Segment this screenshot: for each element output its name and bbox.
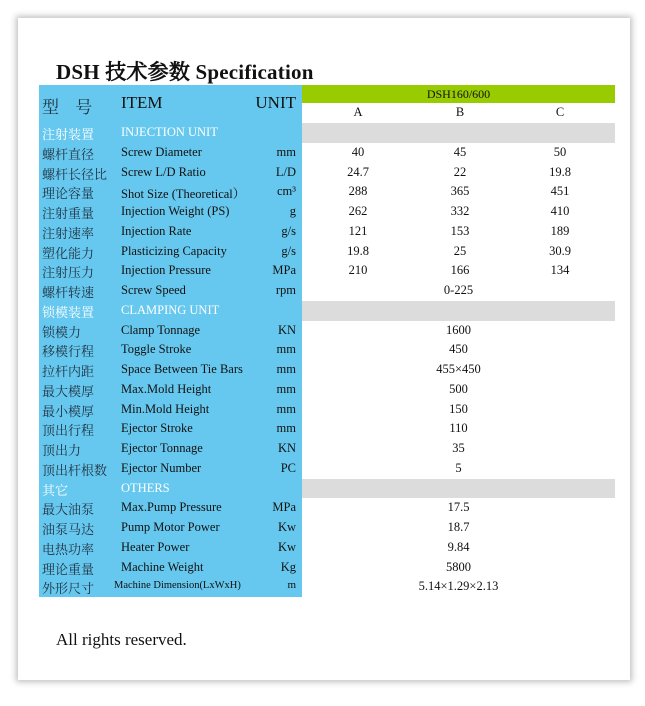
row-zh: 螺杆长径比 xyxy=(42,166,108,182)
row-en: Min.Mold Height xyxy=(121,401,210,416)
value-c: 134 xyxy=(550,263,570,278)
value-span: 17.5 xyxy=(447,500,470,515)
table-row xyxy=(39,242,302,262)
value-b: 166 xyxy=(450,263,470,278)
col-a: A xyxy=(353,105,363,119)
value-row xyxy=(302,281,615,301)
table-row xyxy=(39,202,302,222)
value-a: 19.8 xyxy=(347,243,369,258)
row-zh: 顶出行程 xyxy=(42,423,95,439)
value-row xyxy=(302,340,615,360)
row-zh: 注射速率 xyxy=(42,225,95,241)
row-unit: Kw xyxy=(277,520,296,534)
value-span: 5800 xyxy=(446,559,471,574)
table-row xyxy=(39,281,302,301)
col-c: C xyxy=(555,105,565,119)
value-row xyxy=(302,242,615,262)
row-zh: 最大模厚 xyxy=(42,383,95,399)
value-b: 332 xyxy=(450,204,470,218)
row-en: Screw Speed xyxy=(121,283,186,297)
table-row xyxy=(39,163,302,183)
row-unit: KN xyxy=(277,322,296,337)
value-span: 5.14×1.29×2.13 xyxy=(418,579,499,594)
value-row xyxy=(302,538,615,558)
section-band xyxy=(302,301,615,321)
value-row xyxy=(302,558,615,578)
table-row xyxy=(39,538,302,558)
row-en: Injection Weight (PS) xyxy=(121,204,230,218)
table-row xyxy=(39,419,302,439)
row-zh: 注射重量 xyxy=(42,206,95,221)
row-en: Clamp Tonnage xyxy=(121,322,201,337)
label-column xyxy=(39,85,302,597)
row-en: Injection Pressure xyxy=(121,263,211,278)
row-unit: cm³ xyxy=(276,184,296,199)
table-row xyxy=(39,222,302,242)
row-unit: m xyxy=(287,579,296,592)
row-unit: mm xyxy=(276,401,296,416)
section-en: INJECTION UNIT xyxy=(121,125,218,139)
row-zh: 电热功率 xyxy=(42,541,95,557)
row-zh: 顶出杆根数 xyxy=(42,462,108,478)
row-en: Shot Size (Theoretical） xyxy=(121,187,246,202)
row-en: Ejector Tonnage xyxy=(121,441,203,455)
header-item: ITEM xyxy=(121,93,163,112)
row-zh: 注射压力 xyxy=(42,265,95,281)
value-c: 30.9 xyxy=(549,243,571,258)
row-unit: mm xyxy=(276,381,296,396)
section-injection xyxy=(39,123,302,143)
value-span: 110 xyxy=(449,421,468,436)
row-unit: mm xyxy=(276,144,296,159)
header-unit: UNIT xyxy=(255,93,296,112)
row-en: Max.Mold Height xyxy=(121,381,212,396)
table-row xyxy=(39,518,302,538)
value-row xyxy=(302,577,615,597)
table-row xyxy=(39,261,302,281)
value-row xyxy=(302,163,615,183)
row-unit: MPa xyxy=(272,263,296,278)
value-span: 500 xyxy=(449,381,468,396)
row-en: Max.Pump Pressure xyxy=(121,500,222,515)
section-zh: 注射装置 xyxy=(42,127,95,142)
row-unit: PC xyxy=(280,460,296,475)
value-row xyxy=(302,380,615,400)
row-unit: rpm xyxy=(275,283,296,297)
value-span: 9.84 xyxy=(447,539,470,554)
value-c: 50 xyxy=(553,144,567,159)
value-span: 0-225 xyxy=(443,283,474,297)
row-unit: Kw xyxy=(277,539,296,554)
value-span: 1600 xyxy=(446,322,471,337)
header-zh: 型 号 xyxy=(42,98,99,117)
row-zh: 拉杆内距 xyxy=(42,364,95,379)
table-row xyxy=(39,558,302,578)
row-unit: g xyxy=(289,204,296,218)
value-b: 22 xyxy=(453,164,467,179)
row-unit: KN xyxy=(277,441,296,455)
table-row xyxy=(39,182,302,202)
value-column xyxy=(302,85,615,597)
row-zh: 最小模厚 xyxy=(42,403,95,419)
row-zh: 油泵马达 xyxy=(42,522,95,537)
value-row xyxy=(302,143,615,163)
value-row xyxy=(302,182,615,202)
row-zh: 理论重量 xyxy=(42,561,95,577)
value-b: 45 xyxy=(453,144,467,159)
value-c: 19.8 xyxy=(549,164,571,179)
row-en: Screw Diameter xyxy=(121,144,202,159)
row-en: Ejector Stroke xyxy=(121,421,193,436)
value-row xyxy=(302,261,615,281)
row-unit: Kg xyxy=(280,559,296,574)
value-row xyxy=(302,360,615,380)
model-header: DSH160/600 xyxy=(302,85,615,103)
table-row xyxy=(39,459,302,479)
row-en: Heater Power xyxy=(121,539,190,554)
section-en: CLAMPING UNIT xyxy=(121,302,220,317)
value-row xyxy=(302,498,615,518)
section-others xyxy=(39,479,302,499)
row-zh: 塑化能力 xyxy=(42,245,95,261)
header-row xyxy=(39,85,302,123)
row-zh: 螺杆转速 xyxy=(42,285,95,300)
value-b: 153 xyxy=(450,223,470,238)
table-row xyxy=(39,321,302,341)
page-title: DSH 技术参数 Specification xyxy=(56,60,314,84)
row-zh: 理论容量 xyxy=(42,186,95,202)
table-row xyxy=(39,360,302,380)
row-zh: 外形尺寸 xyxy=(42,581,95,597)
value-span: 450 xyxy=(449,342,468,357)
row-en: Ejector Number xyxy=(121,460,202,475)
table-row xyxy=(39,143,302,163)
table-row xyxy=(39,498,302,518)
value-b: 365 xyxy=(450,184,470,199)
row-en: Machine Weight xyxy=(121,559,204,574)
value-a: 24.7 xyxy=(347,164,369,179)
row-unit: g/s xyxy=(281,243,296,258)
value-row xyxy=(302,419,615,439)
value-b: 25 xyxy=(453,243,467,258)
table-row xyxy=(39,439,302,459)
section-zh: 其它 xyxy=(42,482,69,498)
section-band xyxy=(302,479,615,499)
section-clamping xyxy=(39,301,302,321)
row-zh: 螺杆直径 xyxy=(42,146,95,162)
row-en: Screw L/D Ratio xyxy=(121,164,206,179)
value-a: 40 xyxy=(351,144,365,159)
col-b: B xyxy=(455,105,465,119)
value-span: 35 xyxy=(452,441,465,455)
value-c: 189 xyxy=(550,223,570,238)
row-zh: 顶出力 xyxy=(42,443,82,458)
value-a: 288 xyxy=(348,184,368,199)
value-c: 410 xyxy=(550,204,570,218)
row-en: Space Between Tie Bars xyxy=(121,362,243,376)
table-row xyxy=(39,400,302,420)
value-span: 5 xyxy=(455,460,462,475)
value-c: 451 xyxy=(550,184,570,199)
row-zh: 移模行程 xyxy=(42,344,95,360)
row-unit: mm xyxy=(276,342,296,357)
row-en: Toggle Stroke xyxy=(121,342,192,357)
row-unit: g/s xyxy=(281,223,296,238)
value-row xyxy=(302,439,615,459)
model-columns xyxy=(302,103,615,123)
table-row xyxy=(39,577,302,597)
value-a: 121 xyxy=(348,223,368,238)
value-span: 18.7 xyxy=(447,520,470,534)
section-zh: 锁模装置 xyxy=(42,304,95,320)
row-zh: 锁模力 xyxy=(42,324,82,340)
row-unit: mm xyxy=(276,362,296,376)
value-row xyxy=(302,459,615,479)
table-row xyxy=(39,340,302,360)
value-row xyxy=(302,202,615,222)
row-en: Injection Rate xyxy=(121,223,192,238)
footer-rights: All rights reserved. xyxy=(56,630,187,649)
row-zh: 最大油泵 xyxy=(42,502,95,518)
value-row xyxy=(302,222,615,242)
section-en: OTHERS xyxy=(121,480,170,495)
row-en: Machine Dimension(LxWxH) xyxy=(114,580,241,592)
value-a: 262 xyxy=(348,204,368,218)
row-unit: mm xyxy=(276,421,296,436)
row-en: Pump Motor Power xyxy=(121,520,220,534)
section-band xyxy=(302,123,615,143)
row-en: Plasticizing Capacity xyxy=(121,243,227,258)
value-row xyxy=(302,321,615,341)
value-a: 210 xyxy=(348,263,368,278)
value-span: 150 xyxy=(449,401,468,416)
value-row xyxy=(302,518,615,538)
table-row xyxy=(39,380,302,400)
value-row xyxy=(302,400,615,420)
row-unit: MPa xyxy=(272,500,296,515)
value-span: 455×450 xyxy=(436,362,481,376)
row-unit: L/D xyxy=(275,164,296,179)
spec-card xyxy=(18,18,630,680)
